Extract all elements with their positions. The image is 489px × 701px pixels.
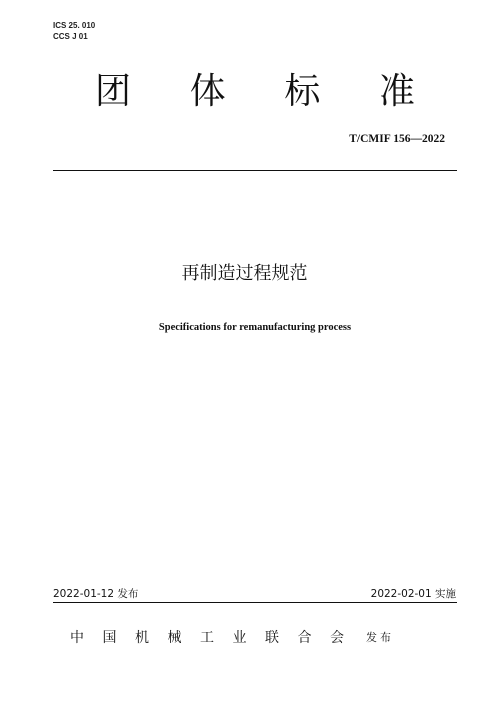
publisher-line xyxy=(70,628,400,648)
publisher-char: 械 xyxy=(167,630,182,646)
document-title-chinese: 再制造过程规范 xyxy=(181,263,308,284)
heading-char: 团 xyxy=(95,71,132,112)
publisher-char: 合 xyxy=(297,630,312,646)
heading-char: 标 xyxy=(284,71,321,112)
top-divider xyxy=(53,170,457,171)
publisher-char: 工 xyxy=(200,630,214,646)
publisher-char: 联 xyxy=(265,630,279,646)
bottom-divider xyxy=(53,602,457,603)
publisher-char: 机 xyxy=(135,630,149,646)
standard-number: T/CMIF 156—2022 xyxy=(349,133,445,145)
heading-char: 体 xyxy=(189,71,226,112)
implement-date: 2022-02-01 实施 xyxy=(370,588,456,600)
publisher-char: 中 xyxy=(70,630,84,646)
classification-codes xyxy=(53,20,95,42)
publisher-name xyxy=(70,628,344,648)
ics-code: ICS 25. 010 xyxy=(53,21,96,30)
standard-type-heading xyxy=(95,68,415,116)
publisher-action: 发布 xyxy=(366,631,394,644)
publish-date: 2022-01-12 发布 xyxy=(53,588,139,600)
publisher-char: 业 xyxy=(232,630,247,646)
heading-char: 准 xyxy=(378,71,415,112)
publisher-char: 国 xyxy=(102,630,117,646)
document-title-english: Specifications for remanufacturing process xyxy=(158,322,352,333)
publisher-char: 会 xyxy=(330,630,344,646)
ccs-code: CCS J 01 xyxy=(53,32,88,41)
